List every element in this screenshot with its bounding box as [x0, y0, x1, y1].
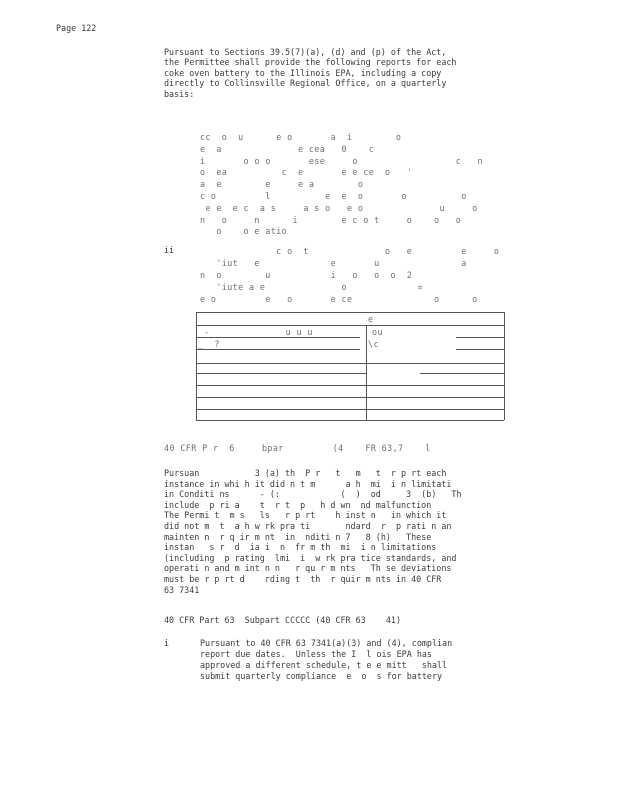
section-heading: 40 CFR Part 63 Subpart CCCCC (40 CFR 63 41)	[164, 615, 401, 625]
table-column-divider	[366, 325, 367, 420]
table-rule	[196, 349, 360, 350]
text-line: instan s r d ia i n fr m th mi i n limitations	[164, 542, 437, 553]
text-line: operati n and m int n n r qu r m nts Th se deviations	[164, 563, 452, 574]
text-line: Pursuant to 40 CFR 63 7341(a)(3) and (4), complian	[200, 638, 453, 648]
table-rule	[196, 409, 504, 410]
paragraph-deviation-reporting	[164, 468, 462, 595]
text-line: mainten n r q ir m nt in nditi n 7 8 (h) These	[164, 531, 432, 542]
text-line: n o n i e c o t o o o	[200, 214, 462, 225]
text-line: (including p rating lmi i w rk pra tice standards, and	[164, 552, 457, 563]
table-cell-fragment: \c	[368, 339, 379, 349]
table-rule	[196, 373, 366, 374]
table-right-border	[504, 312, 505, 420]
table-rule	[420, 373, 504, 374]
table-rule	[196, 325, 504, 326]
page-label: Page 122	[56, 23, 97, 33]
text-line: did not m t a h w rk pra ti ndard r p rati n an	[164, 520, 452, 531]
text-line: e a e cea 0 c	[200, 143, 375, 154]
text-line: basis:	[164, 88, 195, 99]
table-rule	[196, 397, 504, 398]
table-rule	[196, 363, 504, 364]
faded-subparagraph-i	[200, 132, 483, 238]
text-line: i o o o ese o c n	[200, 155, 483, 166]
text-line: submit quarterly compliance e o s for battery	[200, 671, 443, 681]
table-rule	[196, 312, 504, 313]
section-heading: 40 CFR P r 6 bpar (4 FR 63,7 l	[164, 443, 431, 453]
text-line: the Permittee shall provide the following reports for each	[164, 57, 457, 68]
table-rule	[456, 337, 504, 338]
text-line: 63 7341	[164, 584, 200, 595]
table-rule	[196, 420, 504, 421]
text-line: a e e e a o	[200, 179, 364, 190]
text-line: o ea c e e e ce o '	[200, 167, 413, 178]
paragraph-compliance-report-dates	[200, 638, 452, 682]
text-line: approved a different schedule, t e e mitt shall	[200, 660, 448, 670]
text-line: coke oven battery to the Illinois EPA, including a copy	[164, 67, 442, 78]
text-line: 'iut e e u a	[200, 258, 467, 268]
text-line: c o l e e o o o	[200, 190, 467, 201]
text-line: n o u i o o o 2	[200, 270, 413, 280]
table-rule	[456, 349, 504, 350]
text-line: directly to Collinsville Regional Office, on a quarterly	[164, 78, 447, 89]
faded-subparagraph-ii	[200, 245, 499, 305]
text-line: e e e c a s a s o e o u o	[200, 202, 478, 213]
text-line: instance in whi h it did n t m a h mi i n limitati	[164, 478, 452, 489]
text-line: include p ri a t r t p h d wn nd malfunction	[164, 499, 432, 510]
table-cell-fragment: - u u u	[204, 327, 313, 337]
table-left-border	[196, 312, 197, 420]
text-line: Pursuan 3 (a) th P r t m t r p rt each	[164, 468, 447, 478]
list-marker-ii: ii	[164, 245, 175, 255]
table-cell-fragment: ou	[372, 327, 383, 337]
text-line: o o e atio	[200, 226, 288, 237]
text-line: in Conditi ns - (: ( ) od 3 (b) Th	[164, 489, 462, 500]
table-cell-fragment: e	[368, 314, 374, 324]
text-line: report due dates. Unless the I l ois EPA has	[200, 649, 432, 659]
text-line: The Permi t m s ls r p rt h inst n in which it	[164, 510, 447, 521]
text-line: Pursuant to Sections 39.5(7)(a), (d) and (p) of the Act,	[164, 47, 447, 57]
text-line: 'iute a e o =	[200, 282, 424, 292]
text-line: e o e o e ce o o	[200, 294, 478, 304]
text-line: c o t o e e o	[200, 246, 500, 256]
paragraph-reporting-requirements	[164, 47, 456, 99]
text-line: must be r p rt d rding t th r quir m nts in 40 CFR	[164, 573, 442, 584]
list-marker-i: i	[164, 638, 170, 648]
table-rule	[196, 385, 504, 386]
table-cell-fragment: _ ?	[198, 339, 220, 349]
text-line: cc o u e o a i o	[200, 132, 402, 142]
